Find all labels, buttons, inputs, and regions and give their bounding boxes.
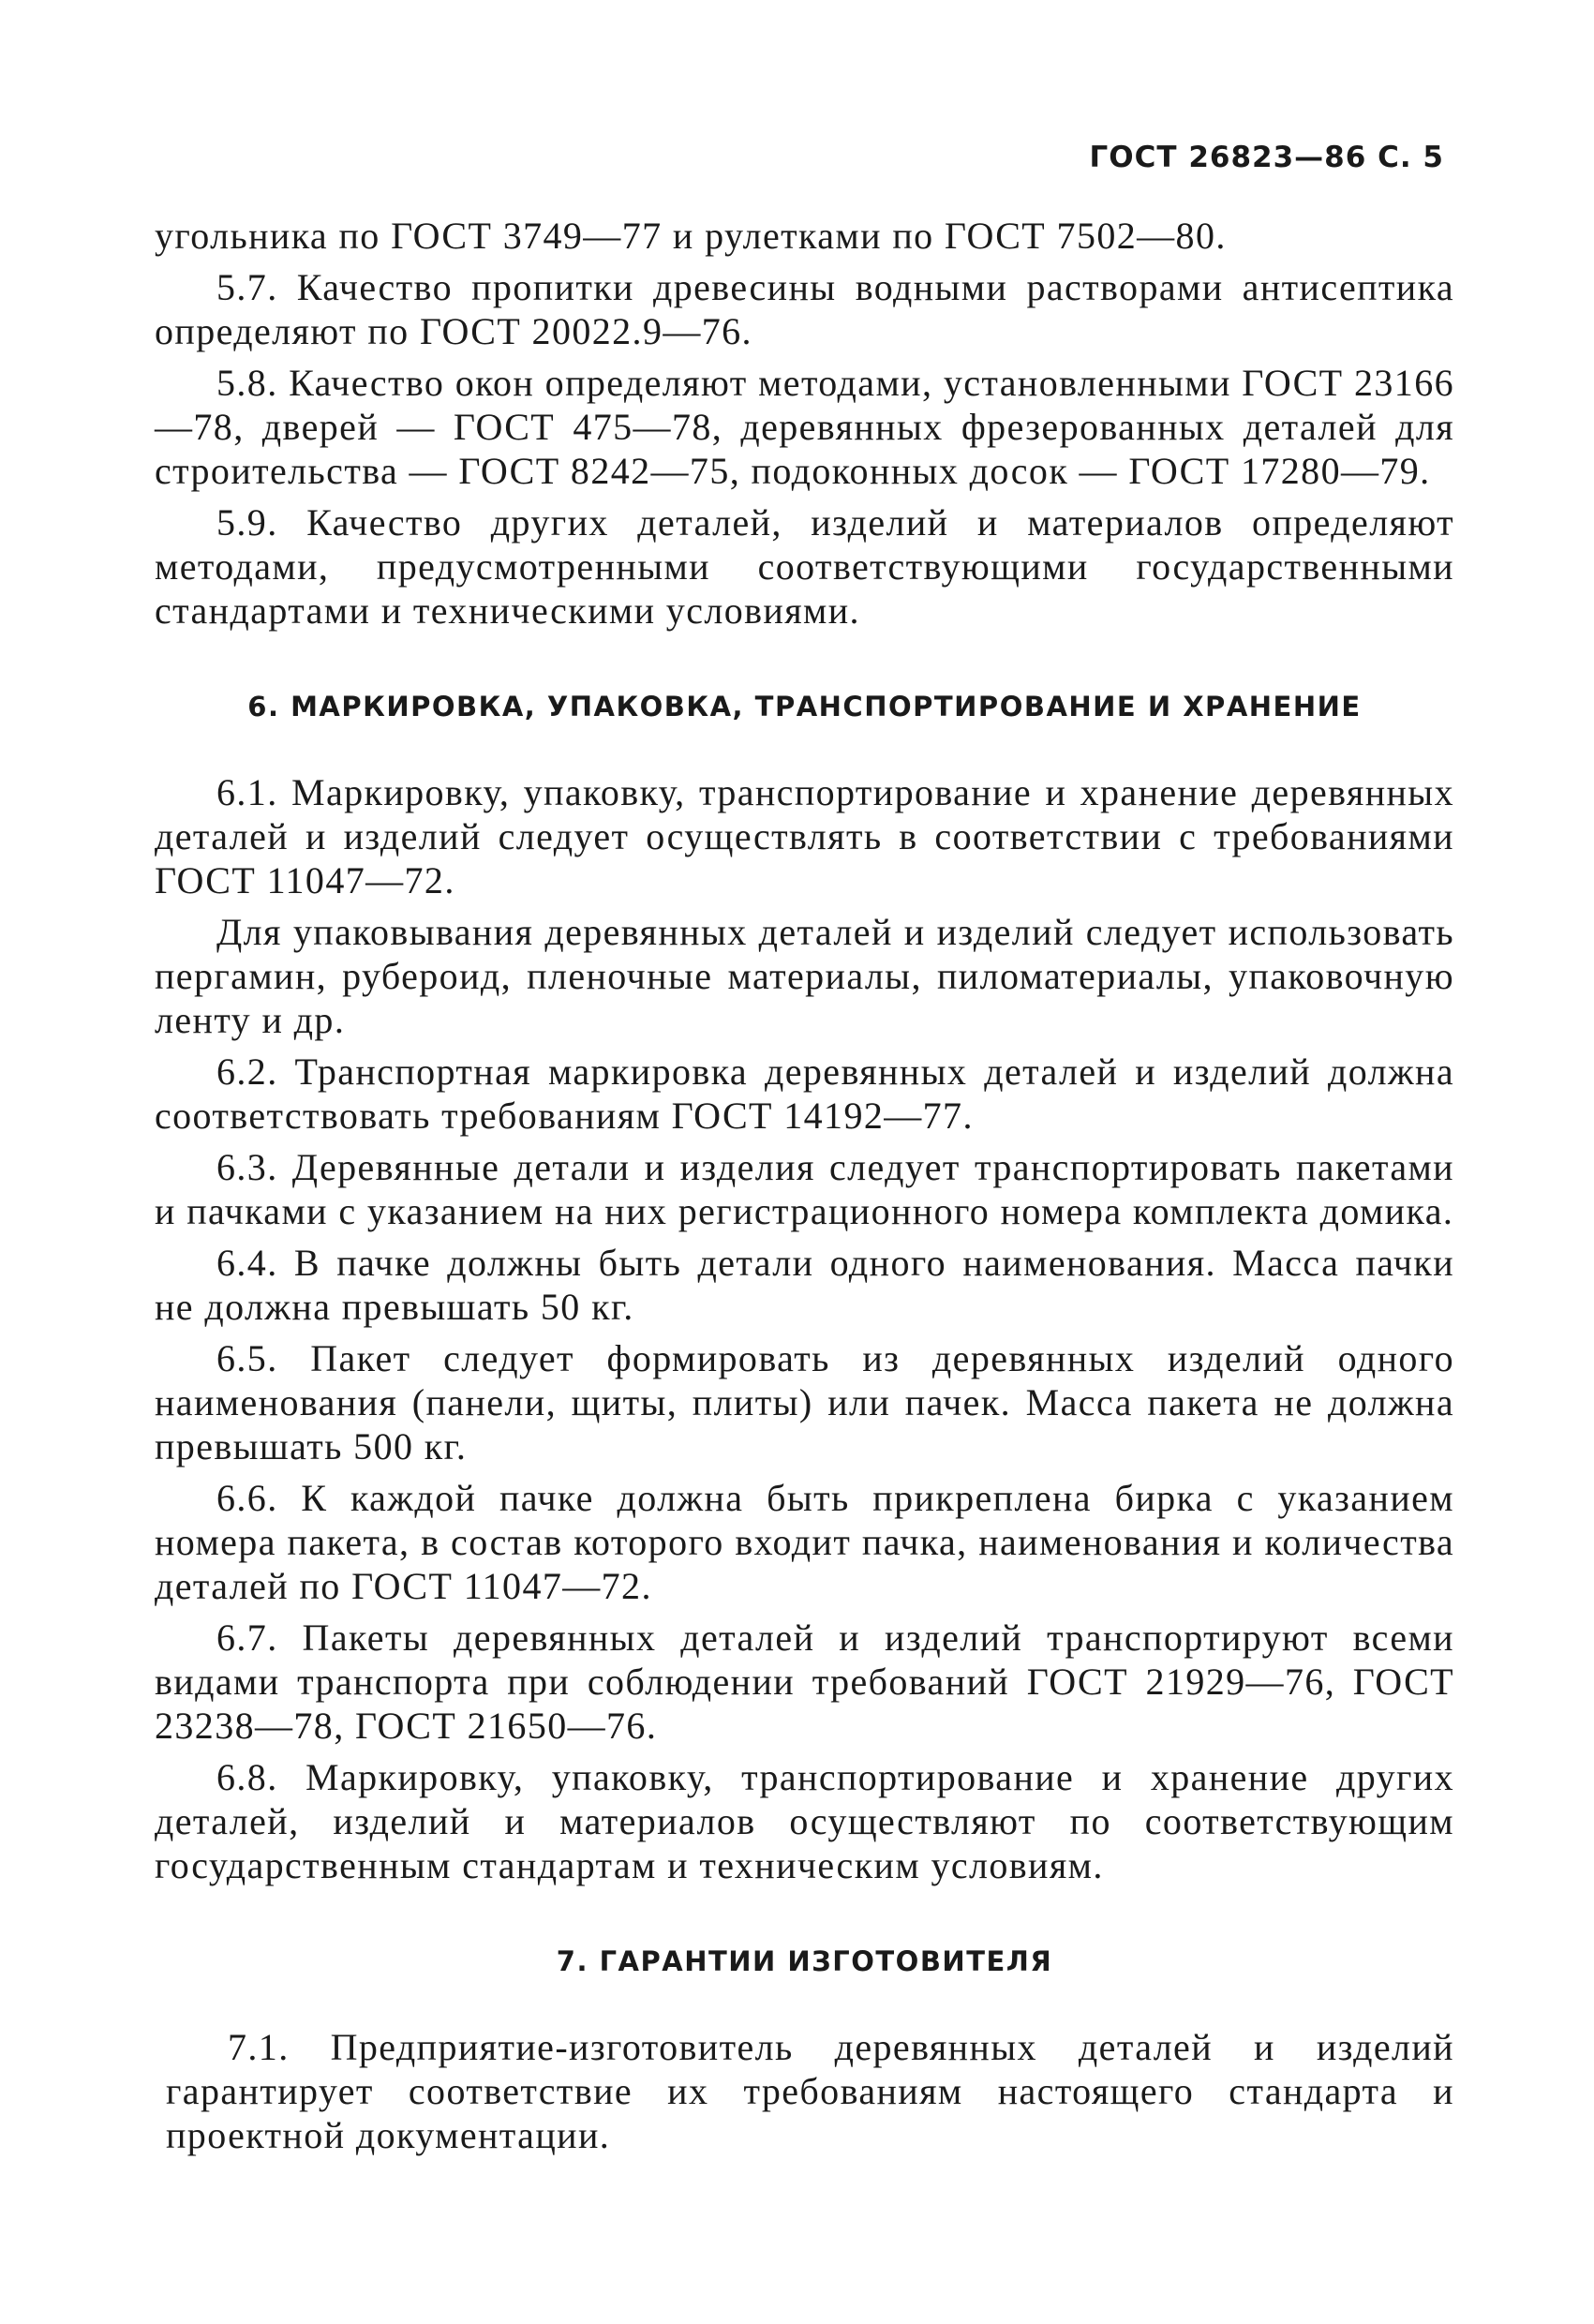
paragraph-6-7: 6.7. Пакеты деревянных деталей и изделий транспортируют всеми видами транспорта при соблюдении требований ГОСТ 21929—76, ГОСТ 23238—78, ГОСТ 21650—76.	[155, 1616, 1454, 1747]
paragraph-intro: угольника по ГОСТ 3749—77 и рулетками по ГОСТ 7502—80.	[155, 215, 1227, 257]
body-text	[155, 214, 1454, 2165]
paragraph-6-3: 6.3. Деревянные детали и изделия следует транспортировать пакетами и пачками с указанием на них регистрационного номера комплекта домика.	[155, 1146, 1454, 1232]
paragraph-6-8: 6.8. Маркировку, упаковку, транспортирование и хранение других деталей, изделий и материалов осуществляют по соответствующим государственным стандартам и техническим условиям.	[155, 1756, 1454, 1886]
paragraph-6-5: 6.5. Пакет следует формировать из деревянных изделий одного наименования (панели, щиты, плиты) или пачек. Масса пакета не должна превышать 500 кг.	[155, 1337, 1454, 1467]
paragraph-6-1-packaging: Для упаковывания деревянных деталей и изделий следует использовать пергамин, рубероид, пленочные материалы, пиломатериалы, упаковочную ленту и др.	[155, 911, 1454, 1041]
paragraph-6-2: 6.2. Транспортная маркировка деревянных деталей и изделий должна соответствовать требованиям ГОСТ 14192—77.	[155, 1050, 1454, 1137]
paragraph-6-6: 6.6. К каждой пачке должна быть прикреплена бирка с указанием номера пакета, в состав которого входит пачка, наименования и количества деталей по ГОСТ 11047—72.	[155, 1477, 1454, 1607]
paragraph-6-1: 6.1. Маркировку, упаковку, транспортирование и хранение деревянных деталей и изделий следует осуществлять в соответствии с требованиями ГОСТ 11047—72.	[155, 771, 1454, 901]
paragraph-6-4: 6.4. В пачке должны быть детали одного наименования. Масса пачки не должна превышать 50 кг.	[155, 1242, 1454, 1328]
paragraph-5-9: 5.9. Качество других деталей, изделий и материалов определяют методами, предусмотренными соответствующими государственными стандартами и техническими условиями.	[155, 501, 1454, 632]
paragraph-5-7: 5.7. Качество пропитки древесины водными растворами антисептика определяют по ГОСТ 20022.9—76.	[155, 266, 1454, 352]
paragraph-7-1: 7.1. Предприятие-изготовитель деревянных деталей и изделий гарантирует соответствие их требованиям настоящего стандарта и проектной документации.	[166, 2026, 1454, 2156]
paragraph-5-8: 5.8. Качество окон определяют методами, установленными ГОСТ 23166—78, дверей — ГОСТ 475—78, деревянных фрезерованных деталей для строительства — ГОСТ 8242—75, подоконных досок — ГОСТ 17280—79.	[155, 362, 1454, 492]
running-head: ГОСТ 26823—86 С. 5	[1089, 141, 1444, 174]
section-heading-6: 6. МАРКИРОВКА, УПАКОВКА, ТРАНСПОРТИРОВАНИЕ И ХРАНЕНИЕ	[247, 691, 1362, 723]
section-heading-7: 7. ГАРАНТИИ ИЗГОТОВИТЕЛЯ	[556, 1945, 1053, 1977]
